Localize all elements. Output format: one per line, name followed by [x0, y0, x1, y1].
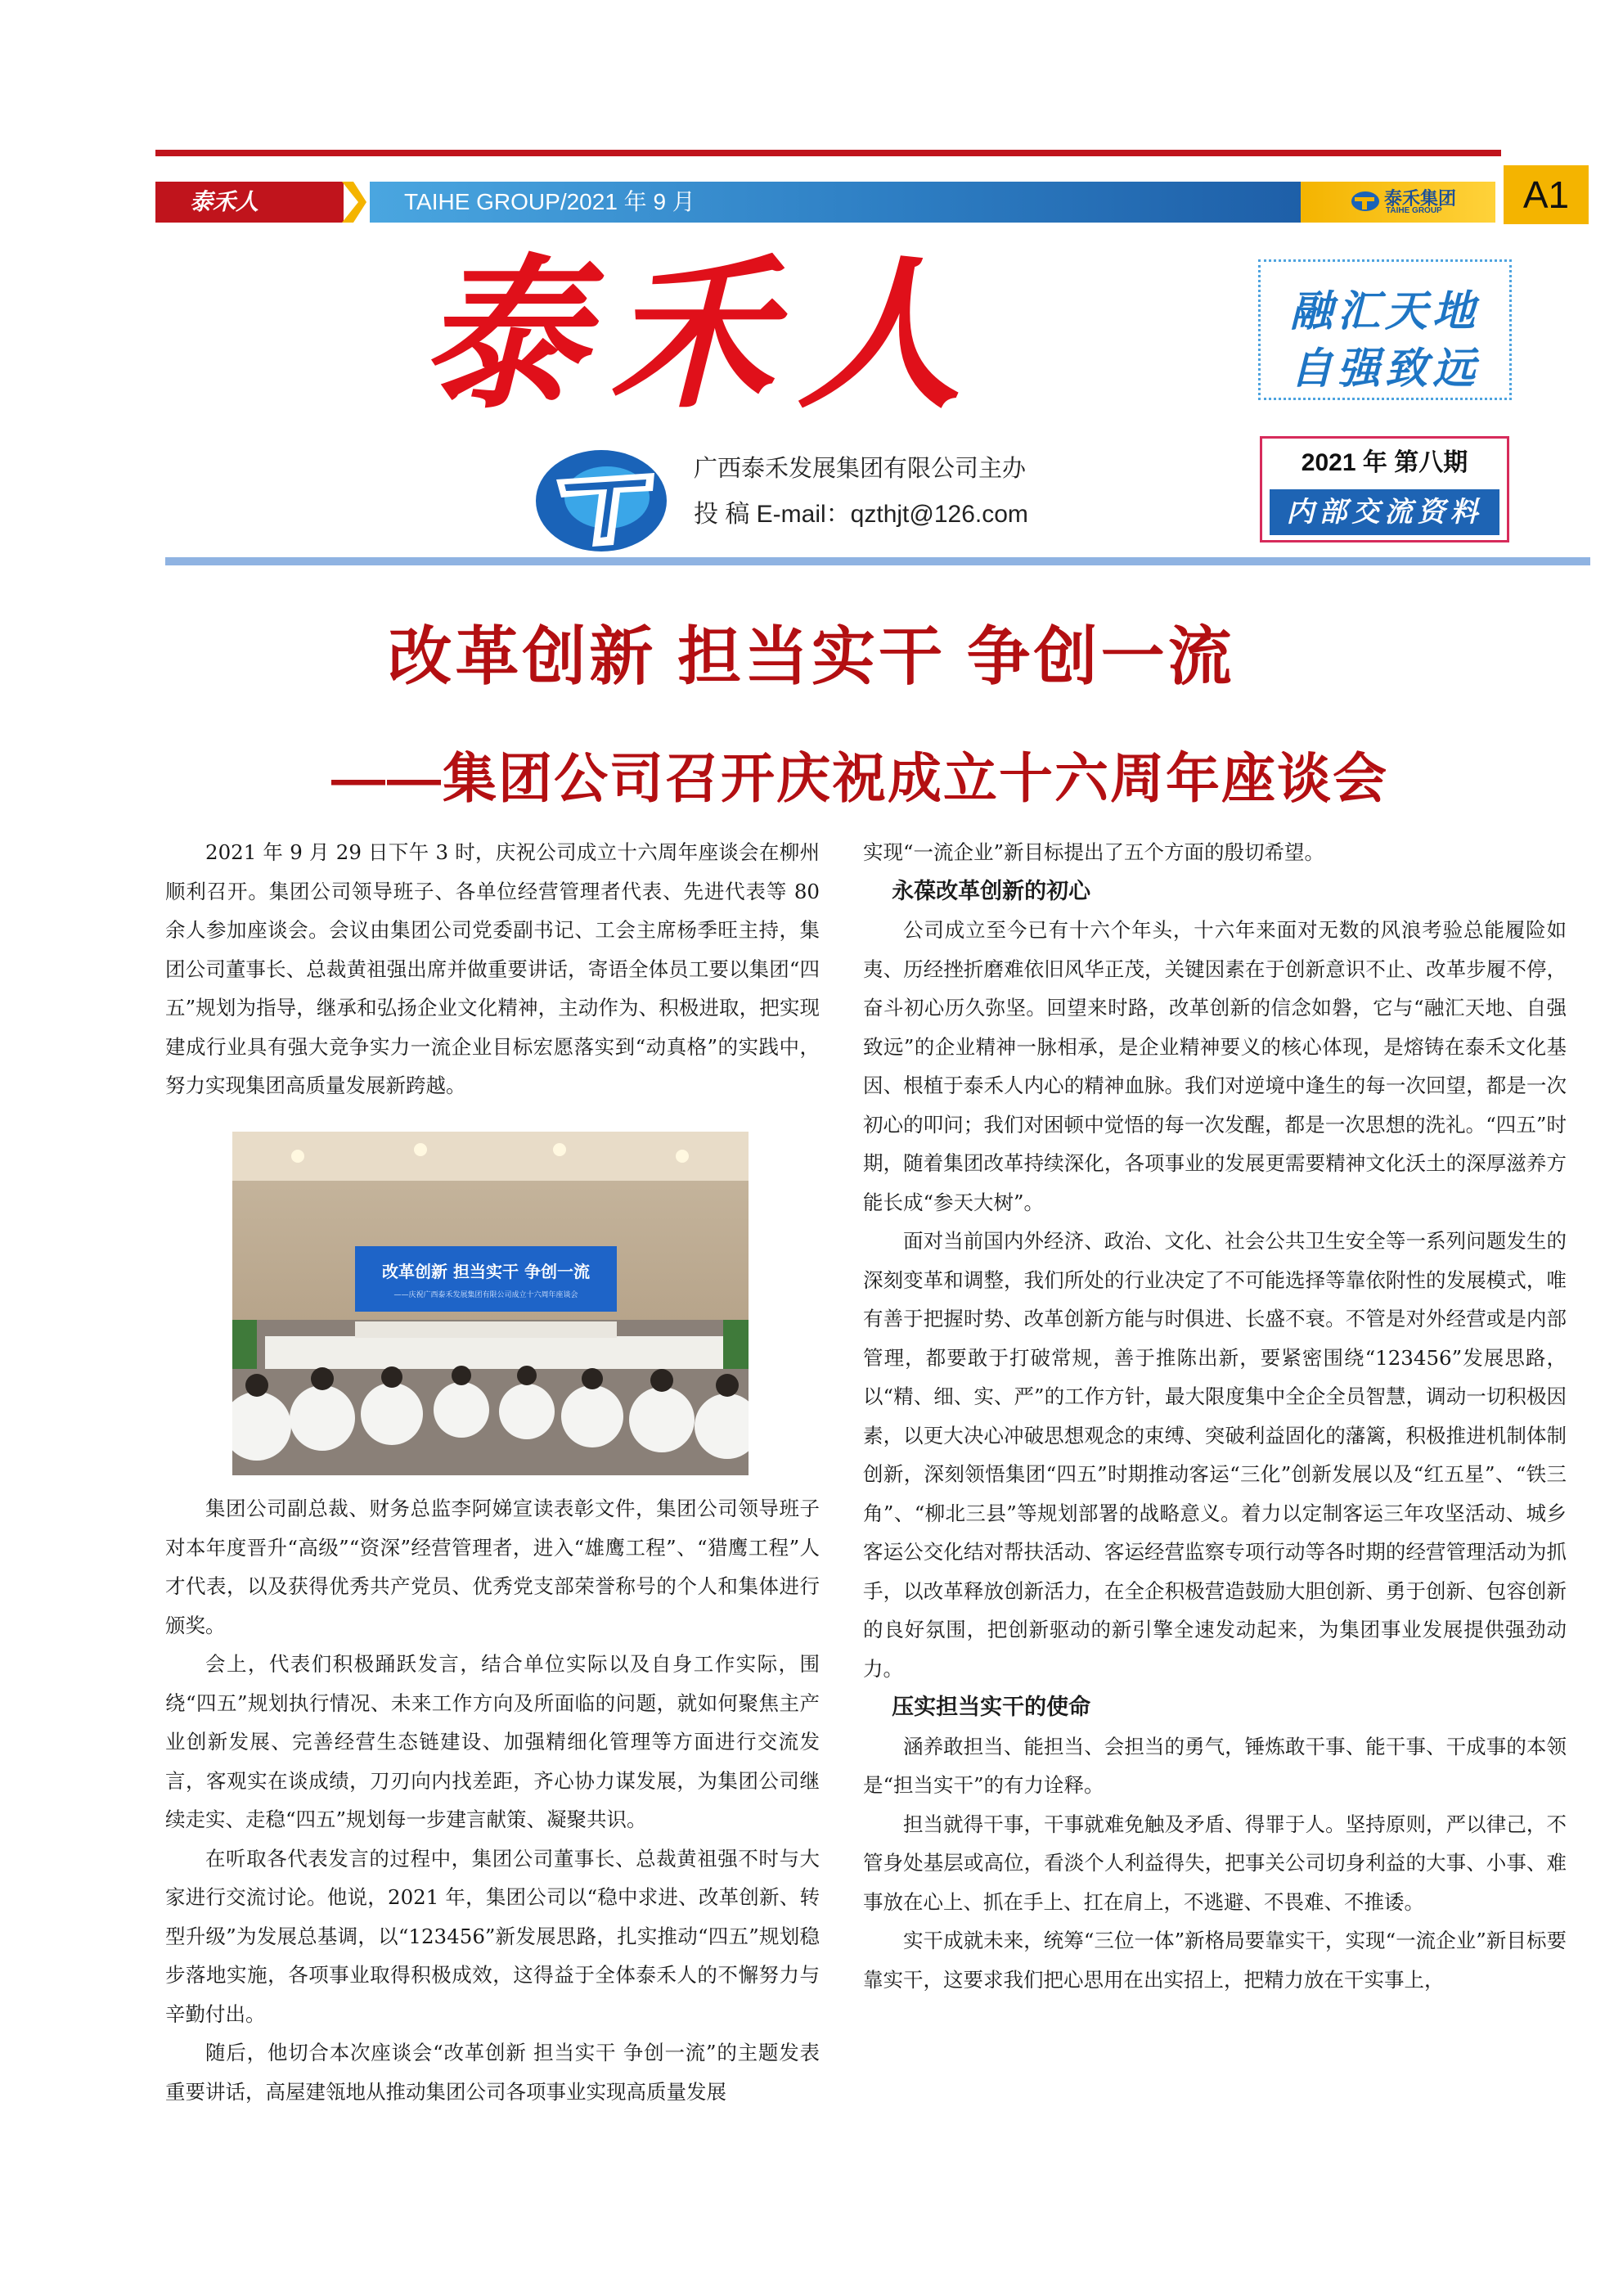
photo-banner-subtitle: ——庆祝广西泰禾发展集团有限公司成立十六周年座谈会 [393, 1291, 578, 1299]
paragraph: 公司成立至今已有十六个年头，十六年来面对无数的风浪考验总能履险如夷、历经挫折磨难依旧风华正茂，关键因素在于创新意识不止、改革步履不停，奋斗初心历久弥坚。回望来时路，改革创新的信念如磐，它与“融汇天地、自强致远”的企业精神一脉相承，是企业精神要义的核心体现，是熔铸在泰禾文化基因、根植于泰禾人内心的精神血脉。我们对逆境中逢生的每一次回望，都是一次初心的叩问；我们对困顿中觉悟的每一次发醒，都是一次思想的洗礼。“四五”时期，随着集团改革持续深化，各项事业的发展更需要精神文化沃土的深厚滋养方能长成“参天大树”。 [863, 918, 1567, 1214]
band-left-label: 泰禾人 [155, 182, 344, 223]
motto-box [1258, 259, 1512, 400]
paragraph: 涵养敢担当、能担当、会担当的勇气，锤炼敢干事、能干事、干成事的本领是“担当实干”的有力诠释。 [863, 1734, 1567, 1797]
motto-line-1: 融汇天地 [1289, 286, 1480, 336]
paragraph: 实现“一流企业”新目标提出了五个方面的殷切希望。 [863, 840, 1325, 864]
paragraph: 随后，他切合本次座谈会“改革创新 担当实干 争创一流”的主题发表重要讲话，高屋建瓴地从推动集团公司各项事业实现高质量发展 [165, 2041, 820, 2104]
page-number-badge: A1 [1504, 165, 1589, 224]
company-logo-icon [1350, 190, 1381, 213]
publisher-line: 广西泰禾发展集团有限公司主办 [694, 456, 1027, 482]
paragraph: 在听取各代表发言的过程中，集团公司董事长、总裁黄祖强不时与大家进行交流讨论。他说，2021 年，集团公司以“稳中求进、改革创新、转型升级”为发展总基调，以“123456”新发展思路，扎实推动“四五”规划稳步落地实施，各项事业取得积极成效，这得益于全体泰禾人的不懈努力与辛勤付出。 [165, 1846, 820, 2026]
band-center-label: TAIHE GROUP/2021 年 9 月 [370, 182, 1302, 223]
top-red-rule [155, 150, 1501, 156]
article-left-column-top [165, 833, 820, 1105]
paragraph: 担当就得干事，干事就难免触及矛盾、得罪于人。坚持原则，严以律己，不管身处基层或高位，看淡个人利益得失，把事关公司切身利益的大事、小事、难事放在心上、抓在手上、扛在肩上，不逃避、不畏难、不推诿。 [863, 1812, 1567, 1914]
article-right-column [863, 833, 1567, 1999]
brand-banner [1301, 182, 1495, 223]
submission-email: 投 稿 E-mail：qzthjt@126.com [694, 501, 1028, 528]
article-left-column-bottom [165, 1489, 820, 2111]
motto-line-2: 自强致远 [1289, 344, 1480, 394]
paragraph: 会上，代表们积极踊跃发言，结合单位实际以及自身工作实际，围绕“四五”规划执行情况、未来工作方向及所面临的问题，就如何聚焦主产业创新发展、完善经营生态链建设、加强精细化管理等方面进行交流发言，客观实在谈成绩，刀刃向内找差距，齐心协力谋发展，为集团公司继续走实、走稳“四五”规划每一步建言献策、凝聚共识。 [165, 1652, 820, 1831]
photo-banner-title: 改革创新 担当实干 争创一流 [382, 1262, 590, 1281]
internal-use-label: 内部交流资料 [1270, 489, 1499, 535]
masthead-divider [165, 557, 1590, 565]
headline: 改革创新 担当实干 争创一流 [388, 620, 1235, 692]
paragraph: 实干成就未来，统筹“三位一体”新格局要靠实干，实现“一流企业”新目标要靠实干，这要求我们把心思用在出实招上，把精力放在干实事上， [863, 1929, 1567, 1992]
subheadline: ——集团公司召开庆祝成立十六周年座谈会 [331, 748, 1388, 808]
section-heading: 压实担当实干的使命 [892, 1695, 1091, 1719]
issue-number: 2021 年 第八期 [1301, 449, 1468, 476]
paragraph: 面对当前国内外经济、政治、文化、社会公共卫生安全等一系列问题发生的深刻变革和调整，我们所处的行业决定了不可能选择等靠依附性的发展模式，唯有善于把握时势、改革创新方能与时俱进、长盛不衰。不管是对外经营或是内部管理，都要敢于打破常规，善于推陈出新，要紧密围绕“123456”发展思路，以“精、细、实、严”的工作方针，最大限度集中全企全员智慧，调动一切积极因素，以更大决心冲破思想观念的束缚、突破利益固化的藩篱，积极推进机制体制创新，深刻领悟集团“四五”时期推动客运“三化”创新发展以及“红五星”、“铁三角”、“柳北三县”等规划部署的战略意义。着力以定制客运三年攻坚活动、城乡客运公交化结对帮扶活动、客运经营监察专项行动等各时期的经营管理活动为抓手，以改革释放创新活力，在全企积极营造鼓励大胆创新、勇于创新、包容创新的良好氛围，把创新驱动的新引擎全速发动起来，为集团事业发展提供强劲动力。 [863, 1229, 1567, 1681]
brand-name: 泰禾集团 [1384, 188, 1457, 209]
paragraph: 2021 年 9 月 29 日下午 3 时，庆祝公司成立十六周年座谈会在柳州顺利召开。集团公司领导班子、各单位经营管理者代表、先进代表等 80 余人参加座谈会。会议由集团公司党委副书记、工会主席杨季旺主持，集团公司董事长、总裁黄祖强出席并做重要讲话，寄语全体员工要以集团“四五”规划为指导，继承和弘扬企业文化精神，主动作为、积极进取，把实现建成行业具有强大竞争实力一流企业目标宏愿落实到“动真格”的实践中，努力实现集团高质量发展新跨越。 [165, 840, 820, 1097]
masthead-title: 泰禾人 [421, 239, 987, 431]
section-heading: 永葆改革创新的初心 [892, 878, 1091, 903]
paragraph: 集团公司副总裁、财务总监李阿娣宣读表彰文件，集团公司领导班子对本年度晋升“高级”“资深”经营管理者，进入“雄鹰工程”、“猎鹰工程”人才代表，以及获得优秀共产党员、优秀党支部荣誉称号的个人和集体进行颁奖。 [165, 1497, 820, 1637]
company-logo-icon [532, 440, 671, 555]
brand-name-en: TAIHE GROUP [1386, 206, 1442, 215]
meeting-photo [232, 1132, 749, 1475]
